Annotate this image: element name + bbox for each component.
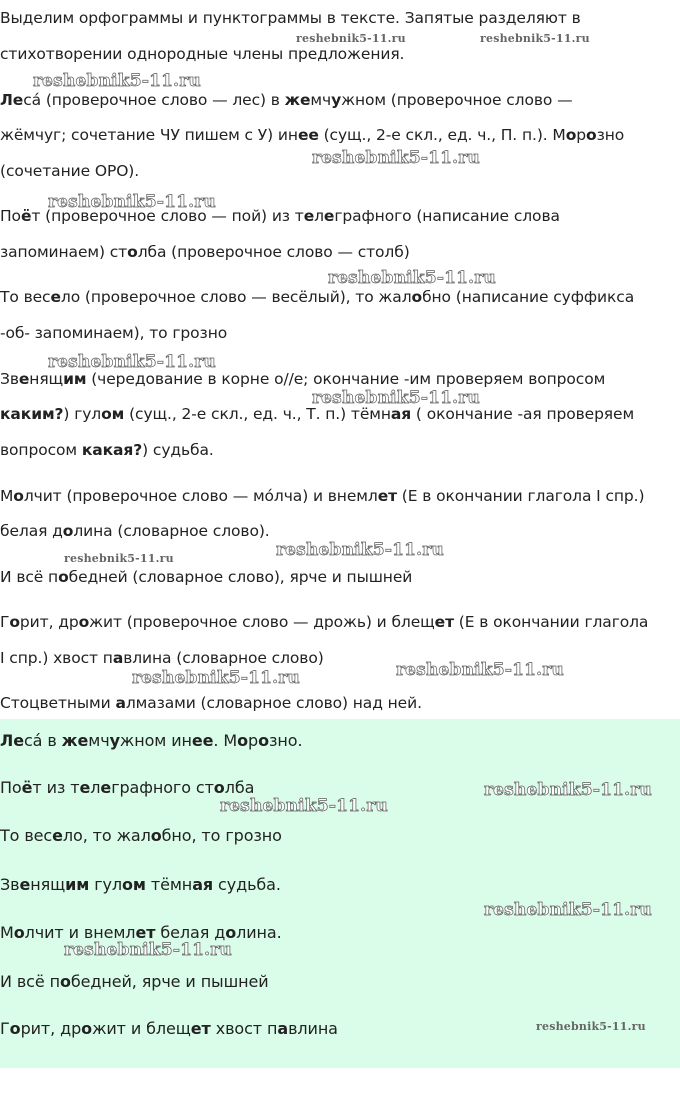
highlighted-letters: ет [135,923,156,942]
text-fragment: ) судьба. [142,441,214,459]
analysis-line [0,648,324,668]
analysis-line [0,693,422,713]
text-fragment: бедней (словарное слово), ярче и пышней [68,568,413,586]
highlighted-letters: о [13,923,25,942]
highlighted-letters: о [150,826,162,845]
text-fragment: рит, др [19,613,79,631]
text-fragment: тёмн [145,875,193,894]
text-fragment: графного ст [111,778,214,797]
highlighted-letters: о [213,778,225,797]
analysis-line [0,323,227,343]
watermark: reshebnik5-11.ru [48,192,216,212]
text-fragment: л [314,207,324,225]
analysis-line [0,287,634,307]
text-fragment: жном ин [119,731,192,750]
text-fragment: мч [88,731,110,750]
highlighted-letters: о [9,1019,21,1038]
highlighted-letters: ет [377,487,397,505]
highlighted-letters: е [79,778,91,797]
highlighted-letters: е [18,370,30,388]
highlighted-letters: ее [191,731,214,750]
watermark: reshebnik5-11.ru [132,668,300,688]
text-fragment: жит (проверочное слово — дрожь) и блещ [89,613,435,631]
text-fragment: судьба. [213,875,281,894]
text-fragment: лба (проверочное слово — столб) [137,243,410,261]
highlighted-letters: а [112,649,124,667]
watermark: reshebnik5-11.ru [480,32,590,45]
text-fragment: р [576,126,587,144]
text-fragment: (Е в окончании глагола [453,613,649,631]
highlighted-letters: е [19,875,31,894]
text-fragment: графного (написание слова [334,207,560,225]
analysis-line [0,486,644,506]
highlighted-letters: о [237,731,249,750]
watermark: reshebnik5-11.ru [328,268,496,288]
analysis-line [0,521,270,541]
analysis-line [0,567,412,587]
highlighted-letters: о [565,126,577,144]
highlighted-letters: ее [297,126,319,144]
highlighted-letters: о [58,568,69,586]
text-fragment: жном (проверочное слово — [341,91,573,109]
highlighted-letters: о [258,731,269,750]
text-fragment: нящ [30,875,66,894]
answer-line [0,826,282,846]
watermark: reshebnik5-11.ru [312,388,480,408]
text-fragment: зно [596,126,625,144]
text-fragment: лмазами (словарное слово) над ней. [125,694,422,712]
analysis-line [0,612,648,632]
text-fragment: запоминаем) ст [0,243,128,261]
text-fragment: Г [0,613,10,631]
watermark: reshebnik5-11.ru [484,900,652,920]
highlighted-letters: ом [122,875,146,894]
text-fragment: По [0,207,21,225]
text-fragment: По [0,778,22,797]
text-fragment: белая д [155,923,226,942]
text-fragment: мч [310,91,332,109]
text-fragment: вопросом [0,441,82,459]
highlighted-letters: о [78,613,90,631]
text-fragment: -об- запоминаем), то грозно [0,324,228,342]
highlighted-letters: же [284,91,311,109]
answer-line [0,1019,338,1039]
highlighted-letters: ет [434,613,454,631]
analysis-line [0,242,410,262]
text-fragment: лчит и внемл [24,923,136,942]
highlighted-letters: ет [190,1019,211,1038]
highlighted-letters: у [331,91,342,109]
text-fragment: са́ в [23,731,62,750]
text-fragment: лба [224,778,255,797]
text-fragment: т из т [32,778,80,797]
watermark: reshebnik5-11.ru [312,148,480,168]
text-fragment: бно, то грозно [161,826,282,845]
text-fragment: зно. [268,731,303,750]
highlighted-letters: е [303,207,315,225]
highlighted-letters: Ле [0,731,24,750]
answer-line [0,875,281,895]
text-fragment: ) гул [63,405,102,423]
text-fragment: влина (словарное слово) [123,649,324,667]
text-fragment: (сущ., 2-е скл., ед. ч., П. п.). М [318,126,566,144]
text-fragment: М [0,487,14,505]
text-fragment: То вес [0,288,51,306]
highlighted-letters: ё [20,207,32,225]
highlighted-letters: е [50,288,61,306]
highlighted-letters: е [323,207,335,225]
text-fragment: нящ [29,370,64,388]
text-fragment: влина [288,1019,338,1038]
text-fragment: И всё п [0,972,60,991]
highlighted-letters: же [61,731,89,750]
text-fragment: л [90,778,101,797]
watermark: reshebnik5-11.ru [33,71,201,91]
watermark: reshebnik5-11.ru [396,660,564,680]
text-fragment: са́ (проверочное слово — лес) в [23,91,285,109]
text-fragment: хвост п [210,1019,278,1038]
highlighted-letters: о [9,613,20,631]
text-fragment: Зв [0,875,20,894]
text-fragment: жит и блещ [92,1019,191,1038]
text-fragment: р [248,731,259,750]
highlighted-letters: о [59,972,71,991]
text-fragment: I спр.) хвост п [0,649,113,667]
highlighted-letters: ё [21,778,33,797]
text-fragment: (сущ., 2-е скл., ед. ч., Т. п.) тёмн [124,405,391,423]
watermark: reshebnik5-11.ru [276,540,444,560]
analysis-line [0,161,139,181]
text-fragment: бно (написание суффикса [422,288,635,306]
text-fragment: (чередование в корне о//е; окончание -им проверяем вопросом [86,370,606,388]
text-fragment: М [0,923,14,942]
highlighted-letters: о [13,487,24,505]
highlighted-letters: е [100,778,112,797]
analysis-line [0,369,605,389]
text-fragment: лина. [236,923,282,942]
highlighted-letters: а [115,694,126,712]
highlighted-letters: у [109,731,120,750]
analysis-line [0,440,214,460]
text-fragment: лина (словарное слово). [73,522,270,540]
text-fragment: бедней, ярче и пышней [70,972,269,991]
text-fragment: жёмчуг; сочетание ЧУ пишем с У) ин [0,126,298,144]
watermark: reshebnik5-11.ru [220,796,388,816]
text-fragment: То вес [0,826,53,845]
watermark: reshebnik5-11.ru [484,780,652,800]
text-fragment: И всё п [0,568,59,586]
highlighted-letters: о [586,126,597,144]
highlighted-letters: им [63,370,87,388]
highlighted-letters: ом [101,405,125,423]
intro-line-2: стихотворении однородные члены предложения. [0,45,405,63]
highlighted-letters: им [65,875,90,894]
highlighted-letters: о [127,243,138,261]
watermark: reshebnik5-11.ru [296,32,406,45]
intro-line-1: Выделим орфограммы и пунктограммы в тексте. Запятые разделяют в [0,9,581,27]
watermark: reshebnik5-11.ru [64,940,232,960]
analysis-line [0,125,624,145]
text-fragment: Стоцветными [0,694,116,712]
text-fragment: Зв [0,370,19,388]
highlighted-letters: ая [192,875,214,894]
text-fragment: (сочетание ОРО). [0,162,140,180]
text-fragment: Г [0,1019,10,1038]
text-fragment: лчит (проверочное слово — мо́лча) и внемл [23,487,378,505]
text-fragment: ло (проверочное слово — весёлый), то жал [60,288,412,306]
text-fragment: ( окончание -ая проверяем [411,405,635,423]
watermark: reshebnik5-11.ru [48,352,216,372]
answer-line [0,731,302,751]
highlighted-letters: е [52,826,63,845]
answer-line [0,778,254,798]
text-fragment: рит, др [20,1019,82,1038]
highlighted-letters: каким? [0,405,64,423]
text-fragment: (Е в окончании глагола I спр.) [396,487,645,505]
page-bottom-blank [0,1068,680,1104]
text-fragment: . М [213,731,238,750]
highlighted-letters: ая [390,405,412,423]
highlighted-letters: какая? [81,441,143,459]
watermark: reshebnik5-11.ru [64,552,174,565]
highlighted-letters: о [411,288,423,306]
analysis-line [0,90,572,110]
highlighted-letters: Ле [0,91,24,109]
text-fragment: белая д [0,522,63,540]
highlighted-letters: о [225,923,237,942]
watermark: reshebnik5-11.ru [536,1020,646,1033]
answer-line [0,972,269,992]
highlighted-letters: а [277,1019,289,1038]
text-fragment: т (проверочное слово — пой) из т [31,207,304,225]
highlighted-letters: о [81,1019,93,1038]
text-fragment: гул [89,875,123,894]
highlighted-letters: о [62,522,74,540]
text-fragment: ло, то жал [62,826,151,845]
